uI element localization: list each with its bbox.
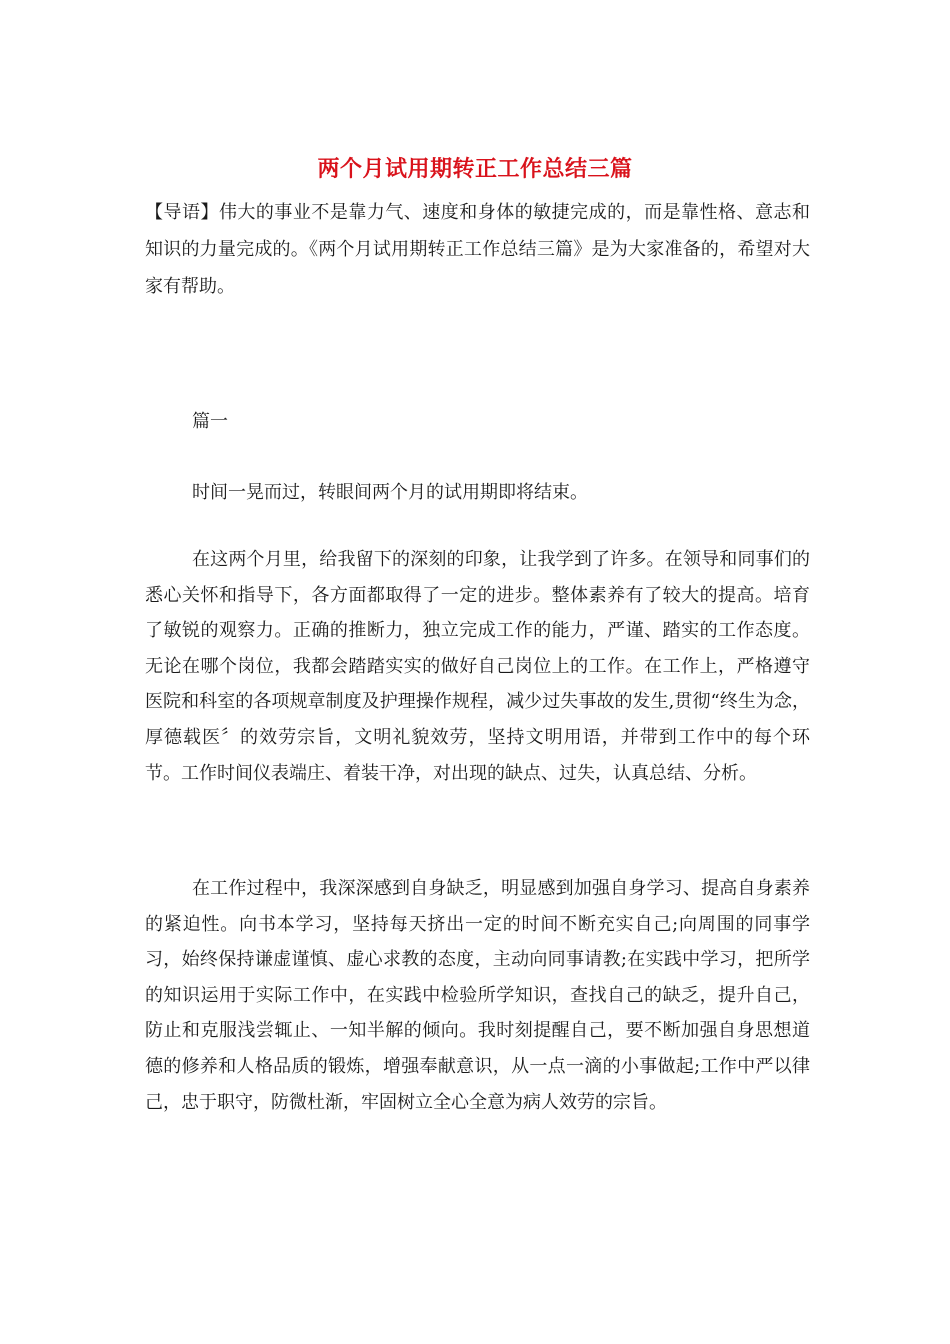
body-paragraph-1: 时间一晃而过，转眼间两个月的试用期即将结束。: [192, 482, 588, 503]
document-title: 两个月试用期转正工作总结三篇: [317, 156, 633, 182]
body-paragraph-2: 在这两个月里，给我留下的深刻的印象，让我学到了许多。在领导和同事们的悉心关怀和指导下，各方面都取得了一定的进步。整体素养有了较大的提高。培育了敏锐的观察力。正确的推断力，独立完成工作的能力，严谨、踏实的工作态度。无论在哪个岗位，我都会踏踏实实的做好自己岗位上的工作。在工作上，严格遵守医院和科室的各项规章制度及护理操作规程，减少过失事故的发生,贯彻“终生为念，厚德载医〞的效劳宗旨，文明礼貌效劳，坚持文明用语，并带到工作中的每个环节。工作时间仪表端庄、着装干净，对出现的缺点、过失，认真总结、分析。: [145, 549, 810, 784]
intro-paragraph: 【导语】伟大的事业不是靠力气、速度和身体的敏捷完成的，而是靠性格、意志和知识的力量完成的。《两个月试用期转正工作总结三篇》是为大家准备的，希望对大家有帮助。: [145, 202, 810, 297]
body-paragraph-3: 在工作过程中，我深深感到自身缺乏，明显感到加强自身学习、提高自身素养的紧迫性。向书本学习，坚持每天挤出一定的时间不断充实自己;向周围的同事学习，始终保持谦虚谨慎、虚心求教的态度，主动向同事请教;在实践中学习，把所学的知识运用于实际工作中，在实践中检验所学知识，查找自己的缺乏，提升自己，防止和克服浅尝辄止、一知半解的倾向。我时刻提醒自己，要不断加强自身思想道德的修养和人格品质的锻炼，增强奉献意识，从一点一滴的小事做起;工作中严以律己，忠于职守，防微杜渐，牢固树立全心全意为病人效劳的宗旨。: [145, 878, 810, 1113]
section-heading: 篇一: [192, 411, 228, 432]
